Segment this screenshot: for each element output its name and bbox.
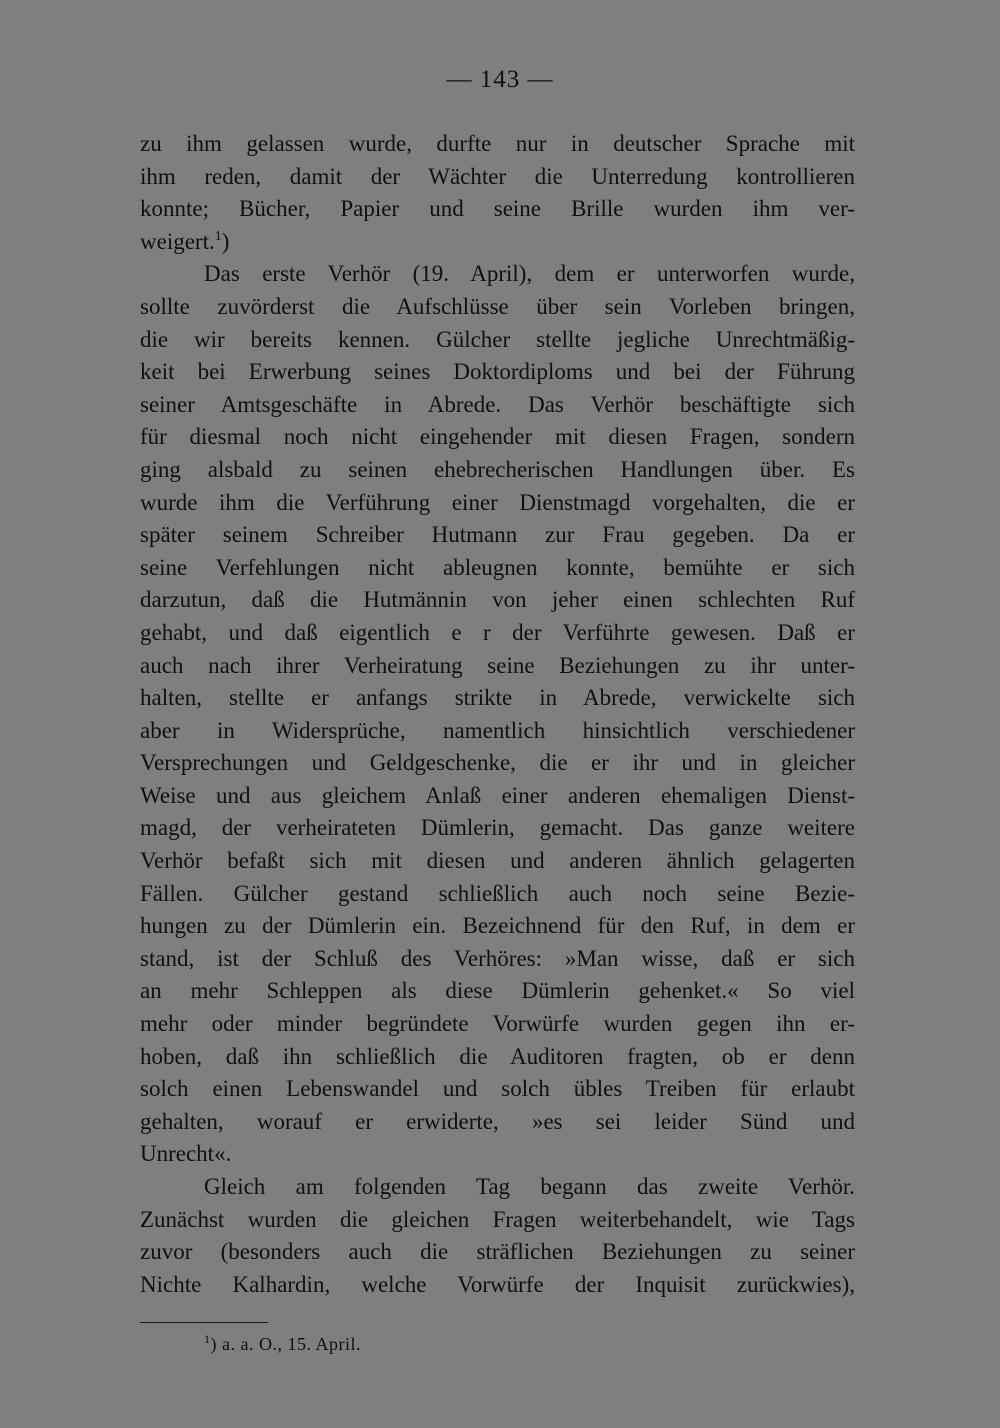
text-line: Versprechungen und Geldgeschenke, die er ihr und in gleicher <box>140 750 855 776</box>
footnote-reference: 1 <box>214 228 222 244</box>
text-line: Zunächst wurden die gleichen Fragen weiterbehandelt, wie Tags <box>140 1206 855 1232</box>
footnote-reference-close: ) <box>221 228 230 254</box>
text-line: die wir bereits kennen. Gülcher stellte jegliche Unrechtmäßig- <box>140 326 855 352</box>
text-line: gehabt, und daß eigentlich e r der Verführte gewesen. Daß er <box>140 619 855 645</box>
text-line <box>140 226 855 259</box>
text-line: Weise und aus gleichem Anlaß einer anderen ehemaligen Dienst- <box>140 782 855 808</box>
text-line: solch einen Lebenswandel und solch übles Treiben für erlaubt <box>140 1076 855 1102</box>
footnote-marker: 1 <box>204 1332 211 1346</box>
footnote <box>204 1334 361 1355</box>
text-line: keit bei Erwerbung seines Doktordiploms und bei der Führung <box>140 359 855 385</box>
text-line: seine Verfehlungen nicht ableugnen konnte, bemühte er sich <box>140 554 855 580</box>
text-line: konnte; Bücher, Papier und seine Brille wurden ihm ver- <box>140 196 855 222</box>
text-line: ging alsbald zu seinen ehebrecherischen Handlungen über. Es <box>140 456 855 482</box>
footnote-text: ) a. a. O., 15. April. <box>210 1334 361 1354</box>
text-line: aber in Widersprüche, namentlich hinsichtlich verschiedener <box>140 717 855 743</box>
text-line: wurde ihm die Verführung einer Dienstmagd vorgehalten, die er <box>140 489 855 515</box>
text-line: Das erste Verhör (19. April), dem er unterworfen wurde, <box>204 261 855 287</box>
text-line: ihm reden, damit der Wächter die Unterredung kontrollieren <box>140 163 855 189</box>
text-line: zu ihm gelassen wurde, durfte nur in deutscher Sprache mit <box>140 131 855 156</box>
text-line: darzutun, daß die Hutmännin von jeher einen schlechten Ruf <box>140 587 855 613</box>
page-number: — 143 — <box>446 66 554 93</box>
text-line: stand, ist der Schluß des Verhöres: »Man wisse, daß er sich <box>140 945 855 971</box>
text-line: zuvor (besonders auch die sträflichen Beziehungen zu seiner <box>140 1239 855 1265</box>
text-line: Gleich am folgenden Tag begann das zweite Verhör. <box>204 1174 855 1199</box>
text-line: sollte zuvörderst die Aufschlüsse über sein Vorleben bringen, <box>140 293 855 319</box>
text-line: Verhör befaßt sich mit diesen und anderen ähnlich gelagerten <box>140 848 855 874</box>
text-line: hoben, daß ihn schließlich die Auditoren fragten, ob er denn <box>140 1043 855 1069</box>
text-line: Nichte Kalhardin, welche Vorwürfe der Inquisit zurückwies), <box>140 1271 855 1297</box>
text-line: für diesmal noch nicht eingehender mit diesen Fragen, sondern <box>140 424 855 450</box>
text-line-content: weigert. <box>140 228 215 254</box>
text-line: seiner Amtsgeschäfte in Abrede. Das Verhör beschäftigte sich <box>140 391 855 417</box>
text-line: halten, stellte er anfangs strikte in Abrede, verwickelte sich <box>140 685 855 711</box>
text-line: Fällen. Gülcher gestand schließlich auch noch seine Bezie- <box>140 880 855 906</box>
footnote-divider <box>140 1322 268 1323</box>
body-text <box>140 128 855 1301</box>
text-line: hungen zu der Dümlerin ein. Bezeichnend für den Ruf, in dem er <box>140 913 855 939</box>
text-line: Unrecht«. <box>140 1141 232 1167</box>
text-line: auch nach ihrer Verheiratung seine Beziehungen zu ihr unter- <box>140 652 855 678</box>
text-line: mehr oder minder begründete Vorwürfe wurden gegen ihn er- <box>140 1011 855 1037</box>
text-line: an mehr Schleppen als diese Dümlerin gehenket.« So viel <box>140 978 855 1004</box>
text-line: später seinem Schreiber Hutmann zur Frau gegeben. Da er <box>140 522 855 548</box>
text-line: magd, der verheirateten Dümlerin, gemacht. Das ganze weitere <box>140 815 855 841</box>
text-line: gehalten, worauf er erwiderte, »es sei leider Sünd und <box>140 1108 855 1134</box>
